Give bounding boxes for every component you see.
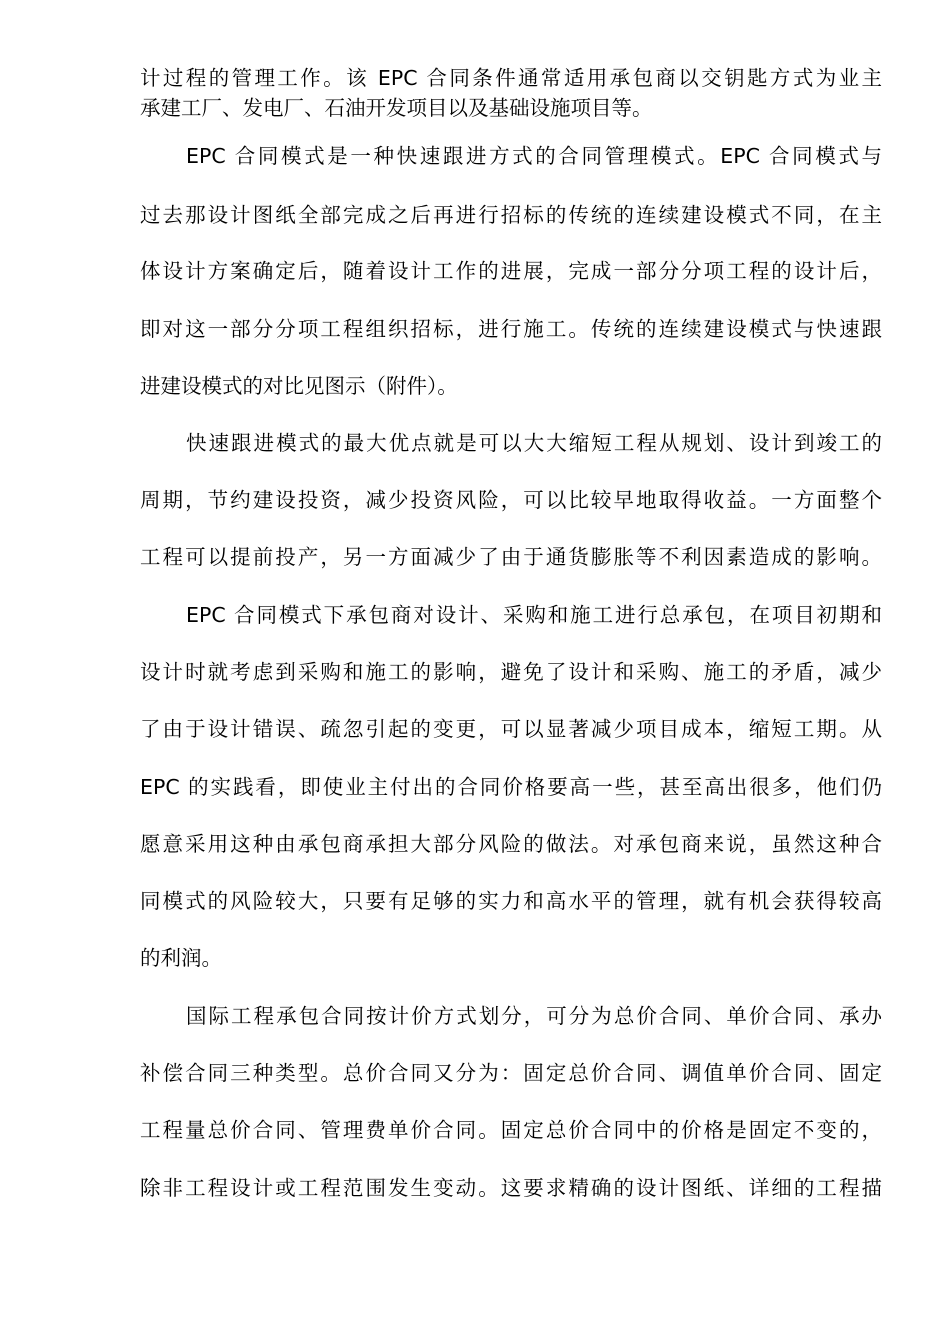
text-line: 了由于设计错误、疏忽引起的变更，可以显著减少项目成本，缩短工期。从 [140, 717, 882, 741]
paragraph-first-line: 国际工程承包合同按计价方式划分，可分为总价合同、单价合同、承办 [186, 1004, 882, 1028]
text-line: 承建工厂、发电厂、石油开发项目以及基础设施项目等。 [140, 96, 653, 120]
text-line: EPC 的实践看，即使业主付出的合同价格要高一些，甚至高出很多，他们仍 [140, 775, 882, 799]
text-line: 同模式的风险较大，只要有足够的实力和高水平的管理，就有机会获得较高 [140, 889, 882, 913]
text-line: 除非工程设计或工程范围发生变动。这要求精确的设计图纸、详细的工程描 [140, 1176, 882, 1200]
text-line: 进建设模式的对比见图示（附件）。 [140, 374, 458, 398]
text-line: 设计时就考虑到采购和施工的影响，避免了设计和采购、施工的矛盾，减少 [140, 660, 882, 684]
text-line: 体设计方案确定后，随着设计工作的进展，完成一部分分项工程的设计后， [140, 259, 882, 283]
text-line: 计过程的管理工作。该 EPC 合同条件通常适用承包商以交钥匙方式为业主 [140, 66, 882, 90]
paragraph-first-line: 快速跟进模式的最大优点就是可以大大缩短工程从规划、设计到竣工的 [186, 431, 882, 455]
paragraph-first-line: EPC 合同模式下承包商对设计、采购和施工进行总承包，在项目初期和 [186, 603, 882, 627]
text-line: 补偿合同三种类型。总价合同又分为：固定总价合同、调值单价合同、固定 [140, 1061, 882, 1085]
paragraph-first-line: EPC 合同模式是一种快速跟进方式的合同管理模式。EPC 合同模式与 [186, 144, 882, 168]
text-line: 即对这一部分分项工程组织招标，进行施工。传统的连续建设模式与快速跟 [140, 317, 882, 341]
text-line: 的利润。 [140, 946, 222, 970]
text-line: 工程可以提前投产，另一方面减少了由于通货膨胀等不利因素造成的影响。 [140, 545, 882, 569]
text-line: 周期，节约建设投资，减少投资风险，可以比较早地取得收益。一方面整个 [140, 488, 882, 512]
text-line: 过去那设计图纸全部完成之后再进行招标的传统的连续建设模式不同，在主 [140, 203, 882, 227]
text-line: 愿意采用这种由承包商承担大部分风险的做法。对承包商来说，虽然这种合 [140, 832, 882, 856]
text-line: 工程量总价合同、管理费单价合同。固定总价合同中的价格是固定不变的， [140, 1118, 882, 1142]
